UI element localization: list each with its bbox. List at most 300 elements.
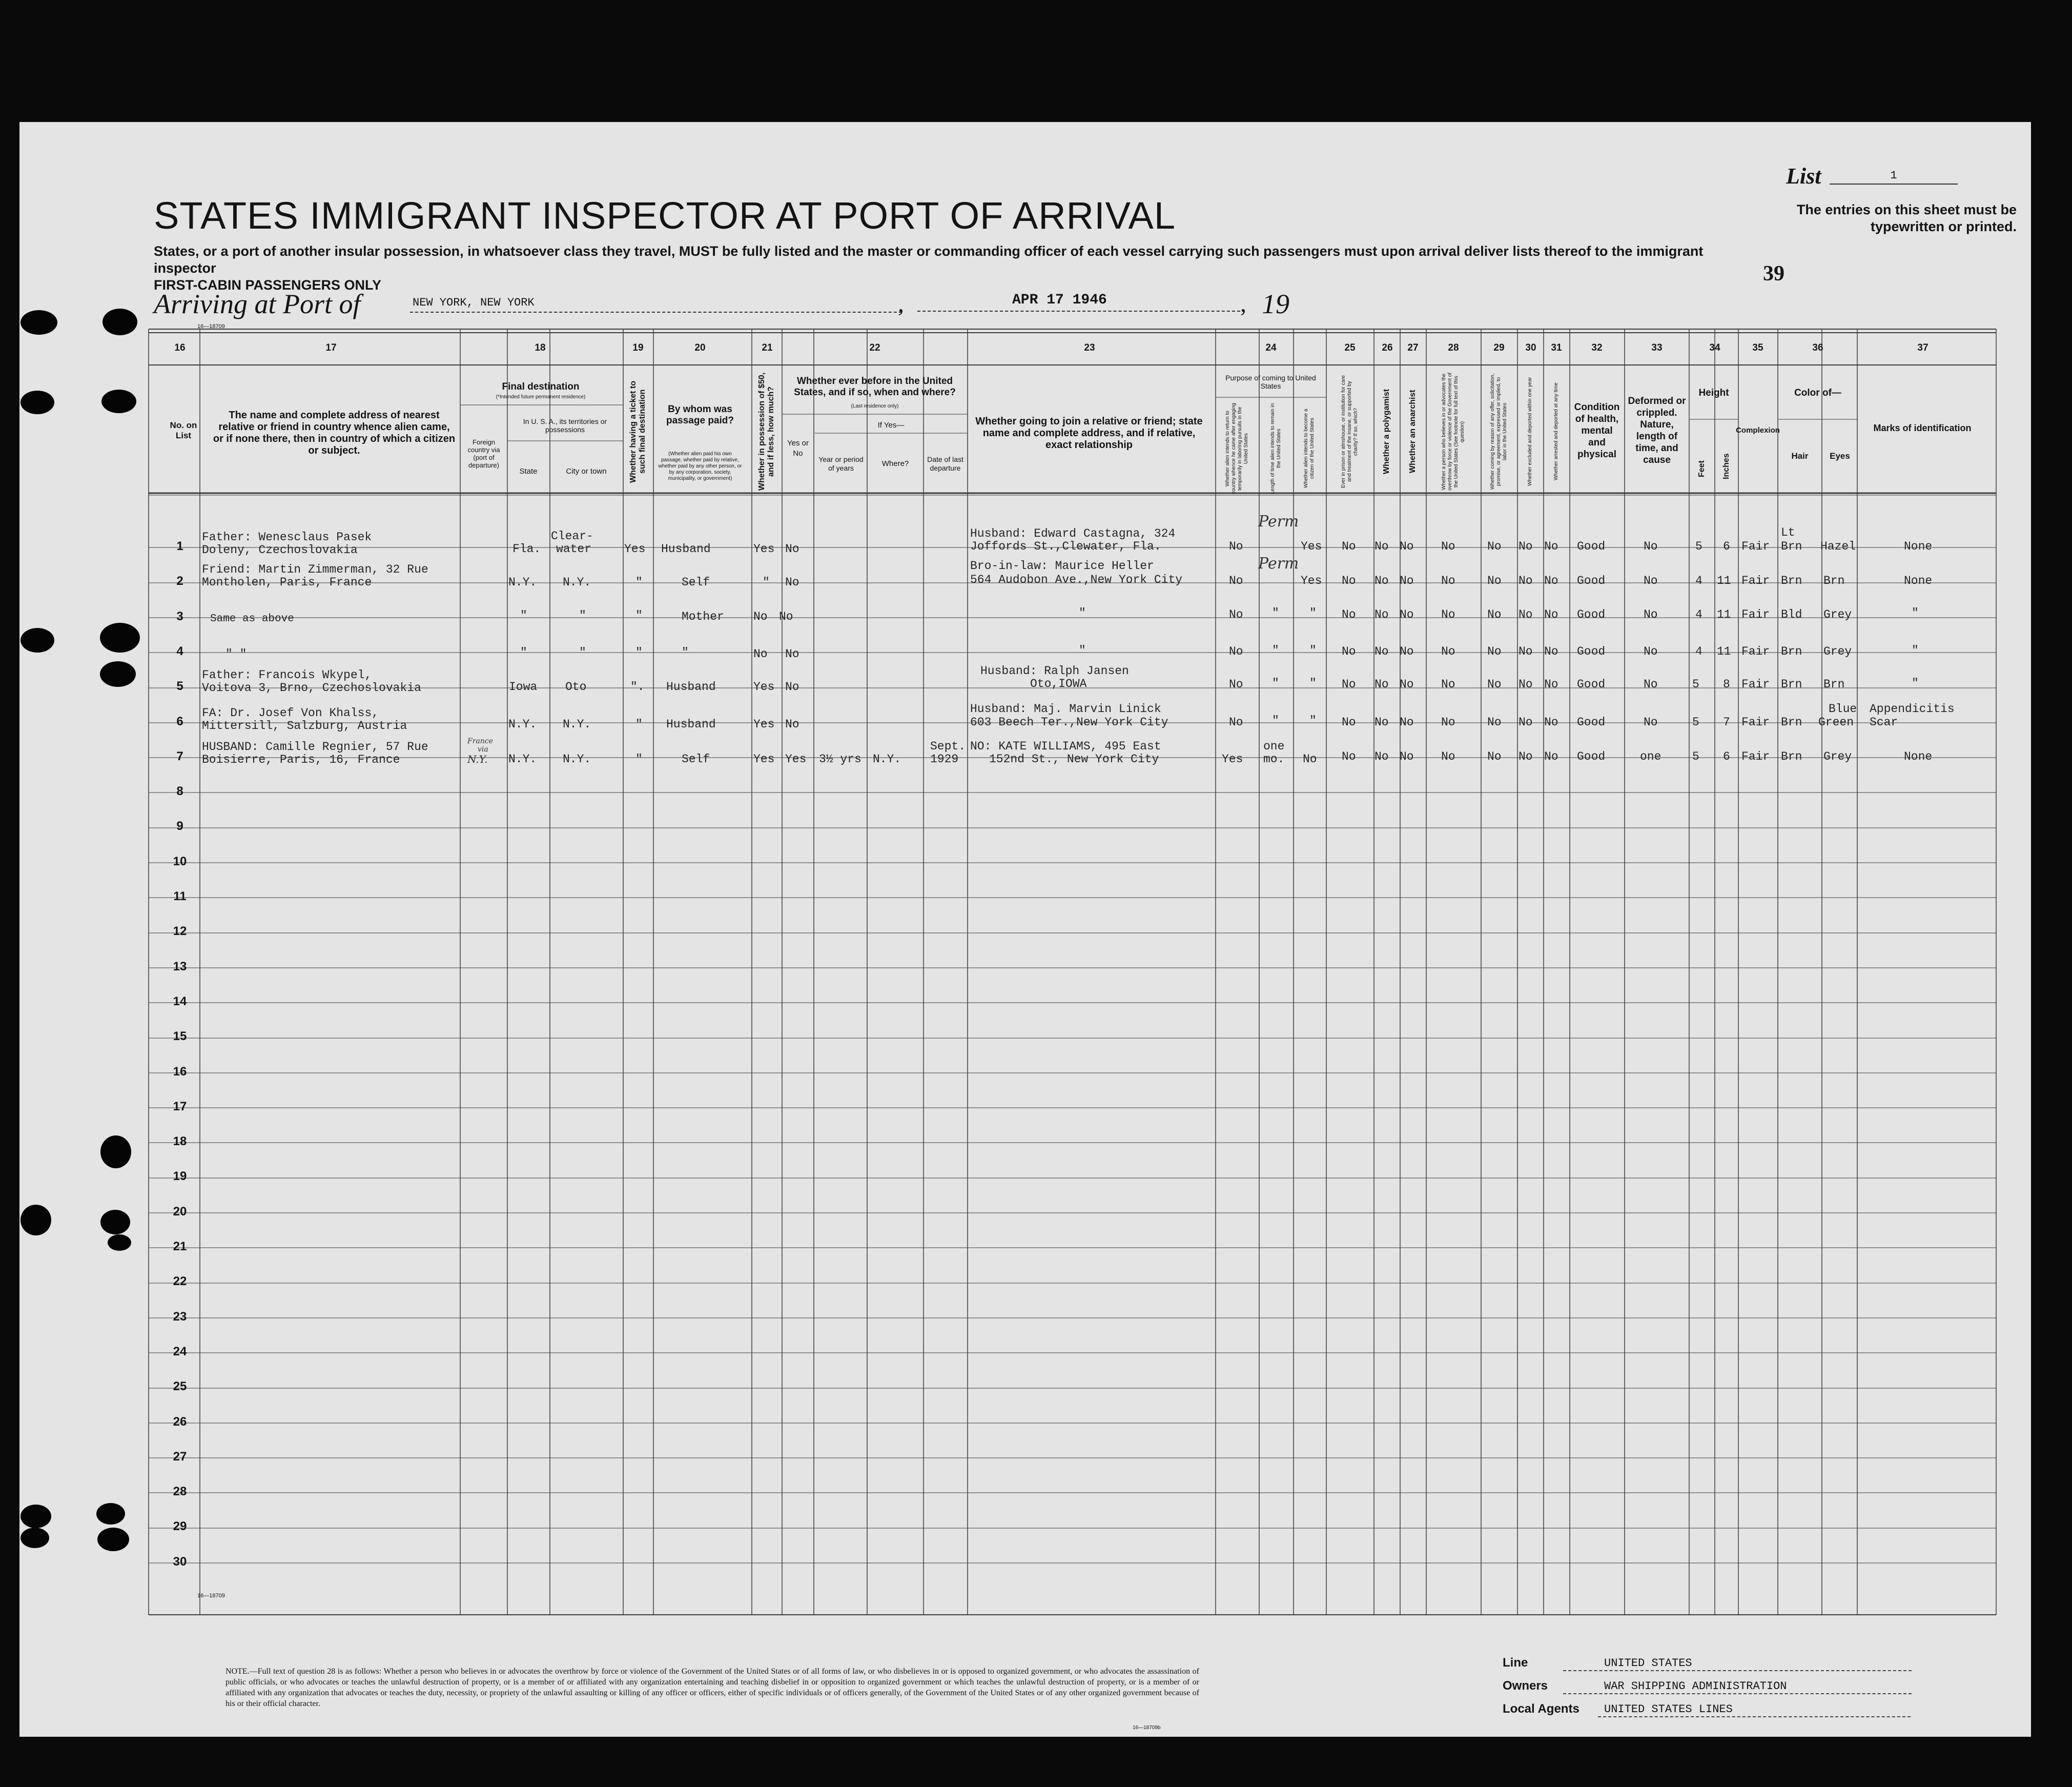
- last-departure-date: 1929: [930, 753, 959, 766]
- row-number: 20: [173, 1205, 187, 1219]
- column-number: 16: [174, 342, 186, 353]
- row-number: 8: [176, 784, 183, 798]
- joining-relative: ": [1079, 606, 1086, 620]
- column-number: 33: [1651, 342, 1663, 353]
- ticket: ": [635, 718, 643, 731]
- purpose-length: ": [1272, 714, 1279, 727]
- identification-marks: Scar: [1870, 716, 1898, 729]
- joining-relative: Husband: Maj. Marvin Linick: [970, 702, 1161, 716]
- header-purpose-return: Whether alien intends to return to country whence he came after engaging temporarily in laboring pursuits in the United States: [1225, 403, 1249, 494]
- joining-relative: NO: KATE WILLIAMS, 495 East: [970, 740, 1161, 753]
- row-number: 27: [173, 1450, 187, 1464]
- sheet-number: 39: [1763, 262, 1784, 286]
- purpose-return: No: [1229, 716, 1243, 729]
- ever-before: No: [785, 718, 799, 731]
- header-date-departure: Date of last departure: [927, 455, 963, 472]
- height-feet: 5: [1692, 750, 1699, 763]
- row-number: 23: [173, 1310, 187, 1324]
- complexion: Fair: [1741, 645, 1770, 658]
- deformed: No: [1644, 678, 1658, 691]
- arrested: No: [1544, 750, 1558, 763]
- complexion: Fair: [1741, 574, 1770, 587]
- identification-marks: Appendicitis: [1870, 702, 1955, 716]
- destination-city: ": [579, 646, 586, 659]
- overthrow: No: [1441, 574, 1455, 587]
- row-number: 15: [173, 1029, 187, 1043]
- relative-name: HUSBAND: Camille Regnier, 57 Rue: [202, 740, 428, 754]
- fifty-dollars: Yes: [753, 542, 775, 556]
- list-number: 1: [1830, 169, 1958, 185]
- row-number: 12: [173, 924, 187, 938]
- anarchist: No: [1400, 750, 1414, 763]
- height-feet: 5: [1695, 540, 1702, 553]
- header-fifty-dollars: Whether in possession of $50, and if less, how much?: [757, 372, 775, 491]
- relative-address: Voitova 3, Brno, Czechoslovakia: [202, 681, 421, 695]
- health: Good: [1577, 716, 1606, 729]
- height-inches: 11: [1717, 645, 1731, 658]
- row-number: 2: [176, 574, 183, 588]
- destination-city: N.Y.: [563, 718, 591, 731]
- destination-city: water: [556, 542, 592, 556]
- health: Good: [1577, 750, 1606, 763]
- eye-color: Blue: [1829, 702, 1857, 716]
- purpose-return: Yes: [1222, 753, 1243, 766]
- row-number: 4: [176, 644, 183, 658]
- header-height: Height: [1698, 388, 1729, 398]
- row-number: 26: [173, 1415, 187, 1429]
- header-ticket: Whether having a ticket to such final destination: [629, 380, 647, 483]
- header-ever-before: Whether ever before in the United States, and if so, when and where?: [794, 376, 956, 398]
- header-complexion: Complexion: [1736, 426, 1780, 435]
- anarchist: No: [1400, 608, 1414, 621]
- arrested: No: [1544, 608, 1558, 621]
- arrested: No: [1544, 540, 1558, 553]
- passage-paid: Mother: [682, 610, 724, 623]
- purpose-citizen: Yes: [1301, 540, 1322, 553]
- deformed: No: [1644, 540, 1658, 553]
- height-inches: 7: [1723, 716, 1730, 729]
- header-hair: Hair: [1791, 451, 1809, 461]
- ticket: ": [635, 753, 643, 766]
- header-final-destination: Final destination: [502, 381, 580, 392]
- prison: No: [1342, 750, 1356, 763]
- health: Good: [1577, 608, 1606, 621]
- eye-color: Grey: [1823, 608, 1852, 621]
- column-number: 23: [1084, 342, 1095, 353]
- purpose-length: ": [1272, 644, 1279, 657]
- joining-relative: Husband: Edward Castagna, 324: [970, 527, 1176, 540]
- purpose-return: No: [1229, 645, 1243, 658]
- header-health: Condition of health, mental and physical: [1574, 401, 1620, 460]
- hair-color: Brn: [1781, 678, 1802, 691]
- polygamist: No: [1375, 716, 1389, 729]
- fifty-dollars: No: [753, 647, 768, 661]
- header-in-usa: In U. S. A., its territories or possessions: [523, 417, 607, 434]
- header-feet: Feet: [1697, 460, 1706, 478]
- header-eyes: Eyes: [1830, 451, 1850, 461]
- identification-marks: None: [1904, 750, 1933, 763]
- passage-paid: ": [682, 646, 689, 659]
- column-number: 20: [694, 342, 706, 353]
- passage-paid: Self: [682, 753, 710, 766]
- header-overthrow: Whether a person who believes in or advocates the overthrow by force or violence of the Government of the United States (See footnote for full text of this question): [1441, 372, 1465, 491]
- eye-color: Hazel: [1820, 540, 1856, 553]
- destination-state: Fla.: [512, 542, 541, 556]
- header-excluded: Whether excluded and deported within one year: [1527, 377, 1533, 486]
- deformed: No: [1644, 574, 1658, 587]
- purpose-citizen: ": [1309, 677, 1317, 690]
- arrested: No: [1544, 678, 1558, 691]
- height-inches: 11: [1717, 608, 1731, 621]
- column-number: 37: [1917, 342, 1929, 353]
- destination-state: N.Y.: [508, 718, 537, 731]
- local-agents-label: Local Agents: [1503, 1702, 1579, 1716]
- row-number: 22: [173, 1274, 187, 1288]
- fifty-dollars: No: [753, 610, 768, 623]
- row-number: 18: [173, 1134, 187, 1148]
- purpose-citizen: ": [1309, 644, 1317, 657]
- column-number: 28: [1448, 342, 1459, 353]
- arrested: No: [1544, 645, 1558, 658]
- footnote-question-28: NOTE.—Full text of question 28 is as follows: Whether a person who believes in or advocates the overthrow by force or violence of the Government of the United States or of all forms of law, or who disbelieves in or is opposed to organized government, or who advocates the assassination of public officials, or who advocates or teaches the unlawful destruction of property, or is a member of or affiliated with any organization entertaining and teaching disbelief in or opposition to organized government or which teaches the unlawful destruction of property, or is a member of or affiliated with any organization that advocates or teaches the duty, necessity, or propriety of the unlawful assaulting or killing of any officer or officers, either of specific individuals or of officers generally, of the Government of the United States or of any other organized government because of his or their official character.: [225, 1667, 1199, 1708]
- row-number: 3: [176, 610, 183, 623]
- ever-before: Yes: [785, 753, 807, 766]
- purpose-citizen: ": [1309, 606, 1317, 620]
- anarchist: No: [1400, 678, 1414, 691]
- joining-relative: Husband: Ralph Jansen: [980, 664, 1129, 678]
- height-inches: 6: [1723, 540, 1730, 553]
- relative-name: FA: Dr. Josef Von Khalss,: [202, 706, 379, 720]
- row-number: 9: [176, 819, 183, 833]
- hair-color: Brn: [1781, 750, 1802, 763]
- header-passage-paid: By whom was passage paid?: [666, 404, 734, 426]
- eye-color: Green: [1818, 716, 1854, 729]
- anarchist: No: [1400, 716, 1414, 729]
- ever-before: No: [785, 542, 799, 556]
- hair-color: Brn: [1781, 645, 1802, 658]
- list-label: List: [1786, 164, 1821, 189]
- relative-address: Doleny, Czechoslovakia: [202, 543, 358, 557]
- deformed: No: [1644, 645, 1658, 658]
- identification-marks: ": [1912, 606, 1919, 620]
- row-number: 7: [176, 749, 183, 763]
- joining-relative: ": [1079, 644, 1086, 657]
- polygamist: No: [1375, 608, 1389, 621]
- form-code: 16—18709: [197, 1593, 225, 1599]
- complexion: Fair: [1741, 608, 1770, 621]
- header-purpose-citizen: Whether alien intends to become a citizen of the United States: [1303, 409, 1315, 489]
- identification-marks: ": [1912, 677, 1919, 690]
- row-number: 10: [173, 855, 187, 868]
- form-code: 16—18709: [197, 323, 225, 330]
- relative-address: Boisierre, Paris, 16, France: [202, 753, 400, 766]
- column-number: 26: [1382, 342, 1393, 353]
- purpose-length: Perm: [1258, 555, 1299, 573]
- overthrow: No: [1441, 608, 1455, 621]
- polygamist: No: [1375, 678, 1389, 691]
- height-inches: 6: [1723, 750, 1730, 763]
- polygamist: No: [1375, 645, 1389, 658]
- header-deformed: Deformed or crippled. Nature, length of time, and cause: [1628, 396, 1686, 465]
- vertical-rules: [149, 329, 1996, 1615]
- header-offer-contract: Whether coming by reason of any offer, solicitation, promise, or agreement, expressed or implied, to labor in the United States: [1490, 373, 1508, 490]
- deformed: No: [1644, 716, 1658, 729]
- header-city: City or town: [566, 467, 607, 476]
- separator: ,: [1240, 290, 1246, 317]
- row-number: 25: [173, 1379, 187, 1393]
- ticket: ": [635, 576, 643, 589]
- eye-color: Grey: [1823, 750, 1852, 763]
- height-feet: 4: [1695, 645, 1702, 658]
- header-arrested: Whether arrested and deported at any time: [1553, 382, 1559, 481]
- header-nearest-relative: The name and complete address of nearest relative or friend in country whence alien came, or if none there, then in country of which a citizen or subject.: [213, 410, 456, 456]
- header-if-yes: If Yes—: [877, 421, 905, 430]
- excluded: No: [1519, 645, 1533, 658]
- relative-name: Friend: Martin Zimmerman, 32 Rue: [202, 563, 428, 576]
- prison: No: [1342, 608, 1356, 621]
- header-state: State: [519, 467, 538, 476]
- fifty-dollars: ": [763, 576, 770, 589]
- row-number: 1: [176, 539, 183, 553]
- relative-address: Mittersill, Salzburg, Austria: [202, 719, 407, 733]
- column-number: 18: [535, 342, 546, 353]
- deformed: one: [1640, 750, 1661, 763]
- offer-contract: No: [1487, 574, 1502, 587]
- purpose-length: mo.: [1263, 753, 1285, 766]
- hair-color: Brn: [1781, 540, 1802, 553]
- fifty-dollars: Yes: [753, 718, 775, 731]
- purpose-return: No: [1229, 608, 1243, 621]
- destination-city: Oto: [565, 680, 587, 694]
- header-marks: Marks of identification: [1873, 423, 1972, 433]
- destination-city: ": [579, 609, 586, 622]
- form-title: STATES IMMIGRANT INSPECTOR AT PORT OF ARRIVAL: [154, 194, 1176, 237]
- local-agents-value: UNITED STATES LINES: [1598, 1703, 1911, 1717]
- identification-marks: None: [1904, 540, 1933, 553]
- complexion: Fair: [1741, 716, 1770, 729]
- column-number: 17: [325, 342, 337, 353]
- row-number: 17: [173, 1100, 187, 1113]
- header-inches: Inches: [1722, 453, 1731, 480]
- purpose-return: No: [1229, 678, 1243, 691]
- arrested: No: [1544, 574, 1558, 587]
- header-joining-relative: Whether going to join a relative or friend; state name and complete address, and if relative, exact relationship: [975, 415, 1203, 451]
- row-number: 24: [173, 1345, 187, 1358]
- height-inches: 11: [1717, 574, 1731, 587]
- header-purpose: Purpose of coming to United States: [1225, 374, 1316, 390]
- overthrow: No: [1441, 716, 1455, 729]
- header-purpose-length: Length of time alien intends to remain in the United States: [1270, 403, 1282, 494]
- destination-city: Clear-: [551, 530, 593, 543]
- overthrow: No: [1441, 678, 1455, 691]
- polygamist: No: [1375, 574, 1389, 587]
- purpose-citizen: ": [1309, 714, 1317, 727]
- destination-city: N.Y.: [563, 576, 591, 589]
- hair-color: Bld: [1781, 608, 1802, 621]
- height-feet: 4: [1695, 608, 1702, 621]
- destination-state: Iowa: [509, 680, 538, 694]
- instructions-line-1: States, or a port of another insular possession, in whatsoever class they travel, MUST be fully listed and the master or commanding officer of each vessel carrying such passengers must upon arrival deliver lists thereof to the immigrant inspector: [154, 243, 1704, 276]
- purpose-citizen: No: [1303, 753, 1317, 766]
- foreign-country-via: [467, 737, 493, 765]
- prison: No: [1342, 678, 1356, 691]
- passage-paid: Husband: [666, 718, 716, 731]
- separator: ,: [898, 290, 904, 317]
- last-departure-date: Sept.: [930, 740, 966, 753]
- eye-color: Brn: [1823, 574, 1845, 587]
- row-number: 30: [173, 1555, 187, 1569]
- owners-label: Owners: [1503, 1679, 1548, 1693]
- hair-color: Brn: [1781, 716, 1802, 729]
- joining-address: Oto,IOWA: [1030, 677, 1087, 691]
- foreign-country: France: [467, 737, 493, 745]
- prison: No: [1342, 574, 1356, 587]
- header-last-residence: (Last residence only): [851, 403, 899, 409]
- column-number: 31: [1551, 342, 1562, 353]
- joining-relative: Bro-in-law: Maurice Heller: [970, 559, 1154, 573]
- offer-contract: No: [1487, 750, 1502, 763]
- relative-address: Montholen, Paris, France: [202, 576, 372, 589]
- ticket: ": [635, 646, 643, 659]
- header-where: Where?: [881, 459, 909, 468]
- anarchist: No: [1400, 540, 1414, 553]
- column-number: 29: [1493, 342, 1505, 353]
- typewritten-note: The entries on this sheet must be typewritten or printed.: [1796, 202, 2017, 234]
- excluded: No: [1519, 574, 1533, 587]
- destination-city: N.Y.: [563, 753, 591, 766]
- header-year-period: Year or period of years: [818, 455, 864, 472]
- header-foreign-country: Foreign country via (port of departure): [467, 438, 500, 469]
- purpose-length: ": [1272, 677, 1279, 690]
- ticket: Yes: [624, 542, 646, 556]
- purpose-citizen: Yes: [1301, 574, 1322, 587]
- excluded: No: [1519, 540, 1533, 553]
- identification-marks: None: [1904, 574, 1933, 587]
- complexion: Fair: [1741, 540, 1770, 553]
- destination-state: ": [520, 609, 527, 622]
- row-number: 29: [173, 1519, 187, 1533]
- complexion: Fair: [1741, 678, 1770, 691]
- joining-address: 152nd St., New York City: [989, 753, 1159, 766]
- foreign-country-via-word: via: [478, 745, 488, 754]
- polygamist: No: [1375, 750, 1389, 763]
- health: Good: [1577, 645, 1606, 658]
- overthrow: No: [1441, 645, 1455, 658]
- ever-before: No: [785, 680, 799, 694]
- header-ever-yes-no: Yes or No: [787, 439, 809, 458]
- height-feet: 5: [1692, 678, 1699, 691]
- relative-name: Father: Wenesclaus Pasek: [202, 531, 372, 544]
- column-number: 21: [762, 342, 773, 353]
- column-number: 24: [1265, 342, 1277, 353]
- height-inches: 8: [1723, 678, 1730, 691]
- hair-color: Lt: [1781, 526, 1795, 539]
- joining-address: 564 Audobon Ave.,New York City: [970, 573, 1183, 586]
- row-number: 11: [173, 889, 187, 903]
- row-number: 6: [176, 715, 183, 728]
- height-feet: 5: [1692, 716, 1699, 729]
- purpose-length: one: [1263, 740, 1285, 753]
- column-number: 27: [1407, 342, 1419, 353]
- column-number: 19: [632, 342, 644, 353]
- height-feet: 4: [1695, 574, 1702, 587]
- purpose-length: Perm: [1258, 513, 1299, 531]
- health: Good: [1577, 540, 1606, 553]
- ever-before: No: [785, 647, 799, 661]
- prison: No: [1342, 716, 1356, 729]
- overthrow: No: [1441, 540, 1455, 553]
- row-number: 5: [176, 679, 183, 693]
- purpose-length: ": [1272, 606, 1279, 620]
- column-number: 22: [869, 342, 880, 353]
- instructions-line-2: FIRST-CABIN PASSENGERS ONLY: [154, 277, 382, 293]
- deformed: No: [1644, 608, 1658, 621]
- destination-state: ": [520, 646, 527, 659]
- arriving-label: Arriving at Port of: [154, 289, 361, 319]
- prison: No: [1342, 540, 1356, 553]
- excluded: No: [1519, 716, 1533, 729]
- line-label: Line: [1503, 1656, 1528, 1670]
- excluded: No: [1519, 608, 1533, 621]
- header-passage-paid-note: (Whether alien paid his own passage, whether paid by relative, whether paid by any other person, or by any corporation, society, municipality, or government): [658, 451, 742, 481]
- row-number: 21: [173, 1240, 187, 1253]
- header-color-of: Color of—: [1794, 388, 1841, 398]
- owners-value: WAR SHIPPING ADMINISTRATION: [1563, 1680, 1912, 1694]
- horizontal-rules: [149, 329, 1996, 1615]
- header-prison: Ever in prison or almshouse, or institution for care and treatment of the insane, or supported by charity? If so, which?: [1341, 375, 1359, 489]
- column-number: 30: [1525, 342, 1536, 353]
- arriving-port-field: NEW YORK, NEW YORK: [410, 296, 902, 313]
- prison: No: [1342, 645, 1356, 658]
- ticket: ": [635, 609, 643, 622]
- eye-color: Grey: [1823, 645, 1852, 658]
- row-number: 14: [173, 994, 187, 1008]
- anarchist: No: [1400, 645, 1414, 658]
- anarchist: No: [1400, 574, 1414, 587]
- foreign-country-port: N.Y.: [467, 753, 488, 765]
- offer-contract: No: [1487, 608, 1502, 621]
- row-number: 16: [173, 1065, 187, 1079]
- identification-marks: ": [1912, 644, 1919, 657]
- health: Good: [1577, 574, 1606, 587]
- ever-before-where: N.Y.: [873, 753, 901, 766]
- header-polygamist: Whether a polygamist: [1382, 389, 1391, 475]
- health: Good: [1577, 678, 1606, 691]
- column-number: 25: [1344, 342, 1356, 353]
- destination-state: N.Y.: [508, 576, 537, 589]
- row-number: 19: [173, 1169, 187, 1183]
- eye-color: Brn: [1823, 678, 1845, 691]
- column-number: 34: [1709, 342, 1720, 353]
- ticket: ".: [630, 680, 645, 694]
- offer-contract: No: [1487, 540, 1502, 553]
- year-prefix: 19: [1262, 289, 1289, 319]
- fifty-dollars: Yes: [753, 753, 775, 766]
- offer-contract: No: [1487, 716, 1502, 729]
- excluded: No: [1519, 678, 1533, 691]
- passage-paid: Husband: [666, 680, 716, 694]
- fifty-dollars: Yes: [753, 680, 775, 694]
- column-number: 36: [1812, 342, 1823, 353]
- header-final-destination-note: (*Intended future permanent residence): [496, 394, 586, 400]
- ever-before: No: [779, 610, 793, 623]
- arrival-date-stamp: APR 17 1946: [917, 292, 1240, 312]
- passage-paid: Husband: [661, 542, 711, 556]
- row-number: 13: [173, 960, 187, 973]
- relative-name: Same as above: [210, 613, 294, 625]
- destination-state: N.Y.: [508, 753, 537, 766]
- relative-name: Father: Francois Wkypel,: [202, 668, 372, 682]
